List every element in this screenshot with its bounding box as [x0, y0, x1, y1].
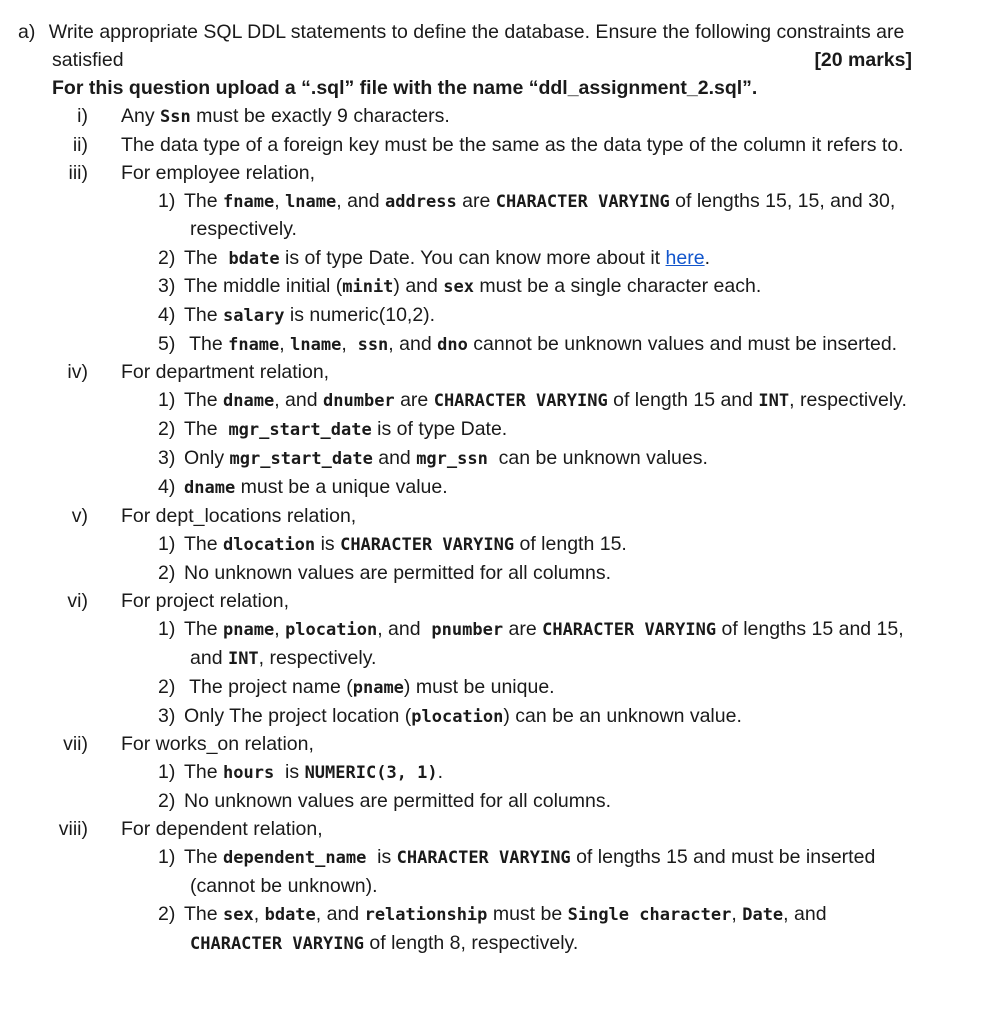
employee-constraint-5: 5) The fname, lname, ssn, and dno cannot be unknown values and must be inserted. — [158, 333, 898, 355]
upload-note: For this question upload a “.sql” file with the name “ddl_assignment_2.sql”. — [52, 77, 758, 99]
project-constraint-2: 2) The project name (pname) must be unique. — [158, 676, 555, 698]
item-number-i: i) — [77, 105, 88, 127]
item-v-title: For dept_locations relation, — [121, 505, 357, 527]
here-link[interactable]: here — [665, 247, 705, 269]
question-intro-line-1 — [18, 18, 904, 46]
item-vii-title: For works_on relation, — [121, 733, 314, 755]
employee-constraint-1-cont: respectively. — [190, 218, 297, 240]
item-vi-title: For project relation, — [121, 590, 289, 612]
department-constraint-2: 2) The mgr_start_date is of type Date. — [158, 418, 508, 440]
item-i: Any Ssn must be exactly 9 characters. — [121, 105, 450, 127]
works-on-constraint-2: 2) No unknown values are permitted for all columns. — [158, 790, 612, 812]
project-constraint-1-cont: and INT, respectively. — [190, 647, 377, 669]
project-constraint-1: 1) The pname, plocation, and pnumber are CHARACTER VARYING of lengths 15 and 15, — [158, 618, 904, 640]
employee-constraint-3: 3) The middle initial (minit) and sex must be a single character each. — [158, 275, 762, 297]
marks-label: [20 marks] — [814, 49, 912, 71]
dept-locations-constraint-2: 2) No unknown values are permitted for all columns. — [158, 562, 612, 584]
employee-constraint-4: 4) The salary is numeric(10,2). — [158, 304, 436, 326]
department-constraint-4: 4) dname must be a unique value. — [158, 476, 448, 498]
item-number-ii: ii) — [72, 134, 88, 156]
employee-constraint-1: 1) The fname, lname, and address are CHARACTER VARYING of lengths 15, 15, and 30, — [158, 190, 896, 212]
item-viii-title: For dependent relation, — [121, 818, 323, 840]
item-number-vii: vii) — [63, 733, 88, 755]
employee-constraint-2: 2) The bdate is of type Date. You can know more about it here. — [158, 247, 710, 269]
question-intro-line-2: satisfied — [52, 49, 124, 71]
item-number-viii: viii) — [58, 818, 88, 840]
item-number-v: v) — [71, 505, 88, 527]
item-iii-title: For employee relation, — [121, 162, 316, 184]
dept-locations-constraint-1: 1) The dlocation is CHARACTER VARYING of length 15. — [158, 533, 627, 555]
dependent-constraint-1: 1) The dependent_name is CHARACTER VARYING of lengths 15 and must be inserted — [158, 846, 876, 868]
item-number-iii: iii) — [68, 162, 88, 184]
department-constraint-3: 3) Only mgr_start_date and mgr_ssn can be unknown values. — [158, 447, 708, 469]
item-number-vi: vi) — [67, 590, 88, 612]
dependent-constraint-1-cont: (cannot be unknown). — [190, 875, 378, 897]
item-iv-title: For department relation, — [121, 361, 330, 383]
dependent-constraint-2: 2) The sex, bdate, and relationship must be Single character, Date, and — [158, 903, 827, 925]
item-number-iv: iv) — [67, 361, 88, 383]
question-intro: Write appropriate SQL DDL statements to define the database. Ensure the following constraints are — [48, 21, 905, 43]
question-label: a) — [18, 21, 36, 43]
department-constraint-1: 1) The dname, and dnumber are CHARACTER VARYING of length 15 and INT, respectively. — [158, 389, 907, 411]
dependent-constraint-2-cont: CHARACTER VARYING of length 8, respectively. — [190, 932, 579, 954]
works-on-constraint-1: 1) The hours is NUMERIC(3, 1). — [158, 761, 444, 783]
item-ii: The data type of a foreign key must be the same as the data type of the column it refers to. — [121, 134, 904, 156]
project-constraint-3: 3) Only The project location (plocation) can be an unknown value. — [158, 705, 742, 727]
